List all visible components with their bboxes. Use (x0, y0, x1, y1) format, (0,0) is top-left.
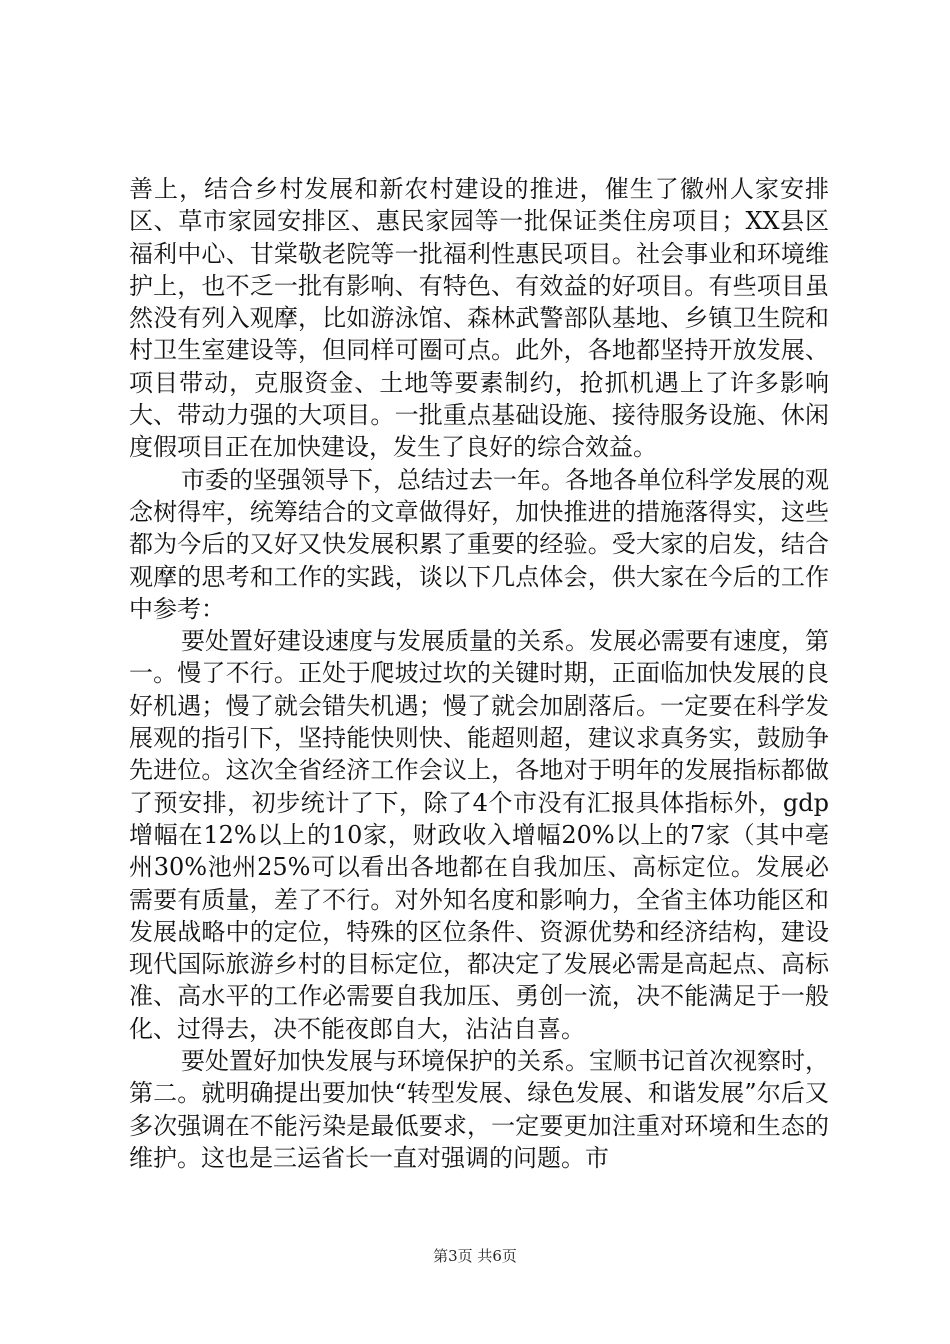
document-body (129, 173, 829, 1174)
paragraph-3: 要处置好建设速度与发展质量的关系。发展必需要有速度，第一。慢了不行。正处于爬坡过坎的关键时期，正面临加快发展的良好机遇；慢了就会错失机遇；慢了就会加剧落后。一定要在科学发展观的指引下，坚持能快则快、能超则超，建议求真务实，鼓励争先进位。这次全省经济工作会议上，各地对于明年的发展指标都做了预安排，初步统计了下，除了4个市没有汇报具体指标外，gdp增幅在12%以上的10家，财政收入增幅20%以上的7家（其中亳州30%池州25%可以看出各地都在自我加压、高标定位。发展必需要有质量，差了不行。对外知名度和影响力，全省主体功能区和发展战略中的定位，特殊的区位条件、资源优势和经济结构，建设现代国际旅游乡村的目标定位，都决定了发展必需是高起点、高标准、高水平的工作必需要自我加压、勇创一流，决不能满足于一般化、过得去，决不能夜郎自大，沾沾自喜。 (129, 627, 829, 1043)
page-number-footer: 第3页 共6页 (433, 1247, 517, 1265)
paragraph-2: 市委的坚强领导下，总结过去一年。各地各单位科学发展的观念树得牢，统筹结合的文章做得好，加快推进的措施落得实，这些都为今后的又好又快发展积累了重要的经验。受大家的启发，结合观摩的思考和工作的实践，谈以下几点体会，供大家在今后的工作中参考： (129, 465, 829, 623)
paragraph-4: 要处置好加快发展与环境保护的关系。宝顺书记首次视察时，第二。就明确提出要加快“转型发展、绿色发展、和谐发展”尔后又多次强调在不能污染是最低要求，一定要更加注重对环境和生态的维护。这也是三运省长一直对强调的问题。市 (129, 1047, 829, 1172)
paragraph-1: 善上，结合乡村发展和新农村建设的推进，催生了徽州人家安排区、草市家园安排区、惠民家园等一批保证类住房项目；XX县区福利中心、甘棠敬老院等一批福利性惠民项目。社会事业和环境维护上，也不乏一批有影响、有特色、有效益的好项目。有些项目虽然没有列入观摩，比如游泳馆、森林武警部队基地、乡镇卫生院和村卫生室建设等，但同样可圈可点。此外，各地都坚持开放发展、项目带动，克服资金、土地等要素制约，抢抓机遇上了许多影响大、带动力强的大项目。一批重点基础设施、接待服务设施、休闲度假项目正在加快建设，发生了良好的综合效益。 (129, 175, 829, 462)
